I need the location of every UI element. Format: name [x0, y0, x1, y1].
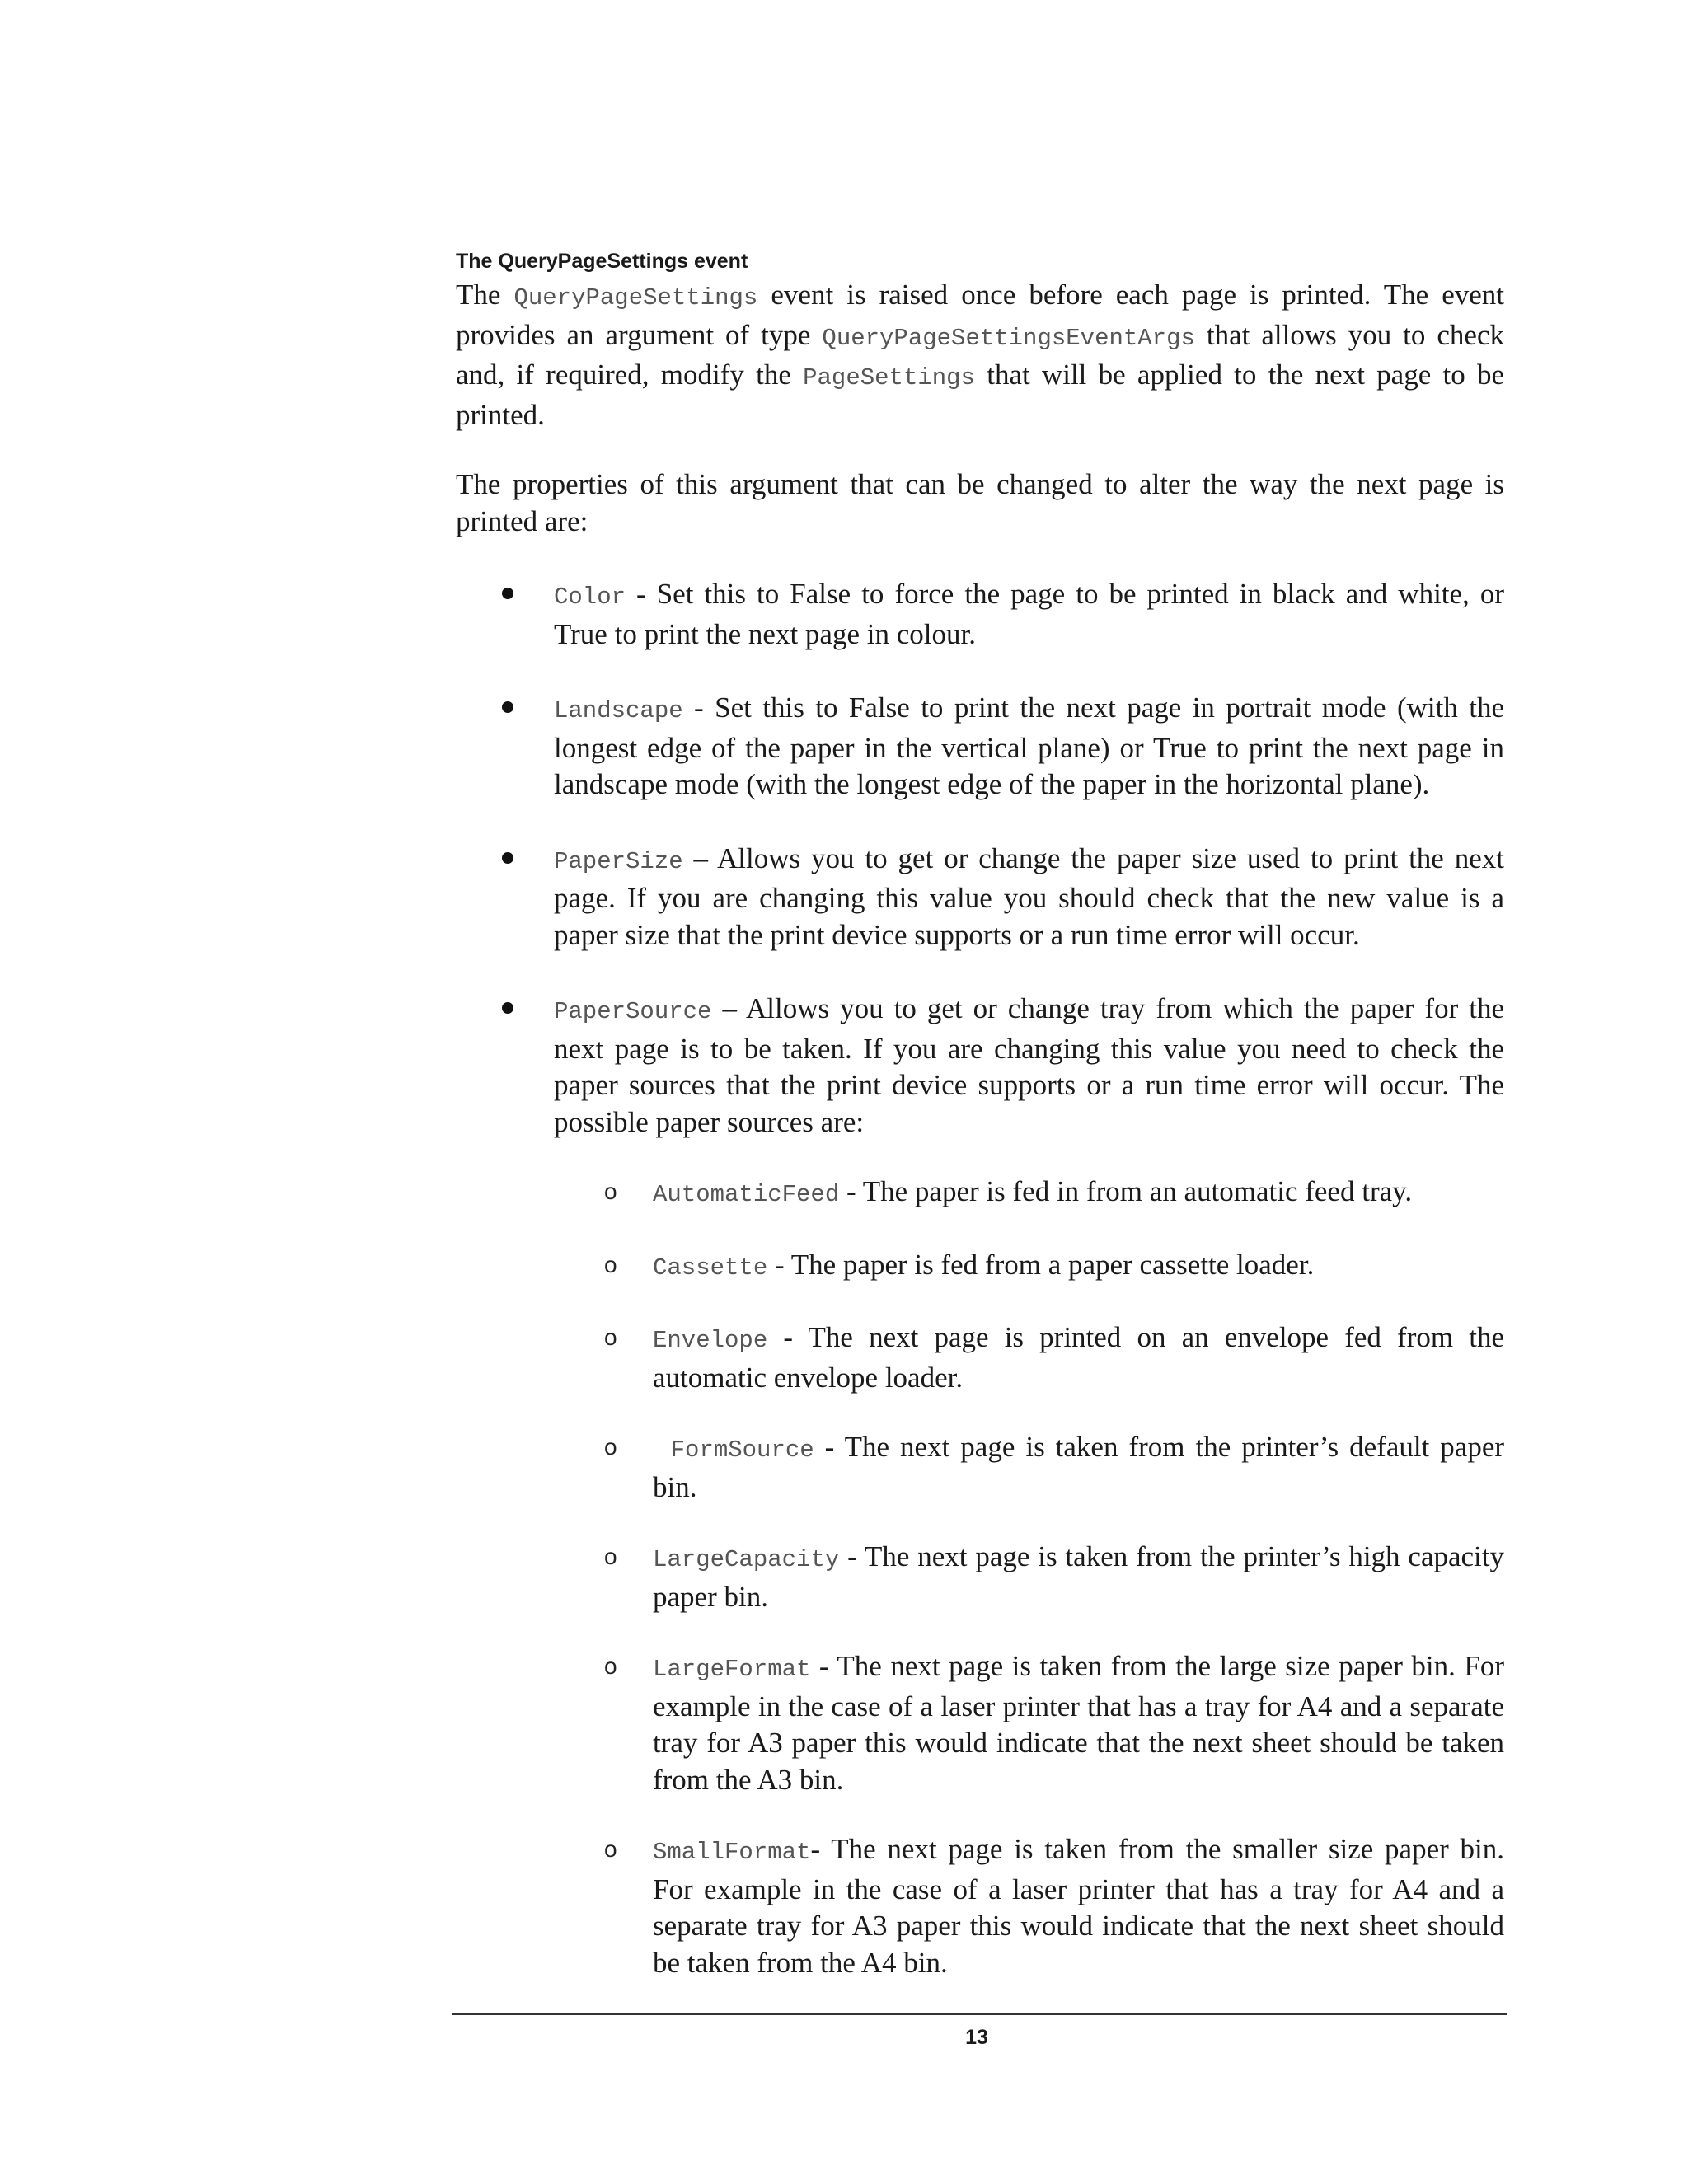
circle-bullet-icon: o	[604, 1653, 617, 1679]
list-item-text	[554, 991, 1504, 1141]
intro-text: event is raised once before each page is printed. The event provides an argument of type	[456, 279, 1504, 351]
intro-text: that will be applied to the next page to be printed.	[456, 359, 1504, 431]
property-description: – Allows you to get or change tray from which the paper for the next page is to be taken. If you are changing this value you need to check the paper sources that the print device supports or a run time error will occur. The possible paper sources are:	[554, 992, 1504, 1138]
sub-list-item	[456, 1831, 1504, 1981]
sub-list-item	[456, 1429, 1504, 1506]
paper-source-description: - The next page is taken from the printer’s high capacity paper bin.	[653, 1540, 1504, 1613]
paper-source-name: SmallFormat	[653, 1839, 811, 1866]
circle-bullet-icon: o	[604, 1434, 617, 1460]
paper-source-description: - The next page is printed on an envelope fed from the automatic envelope loader.	[653, 1321, 1504, 1394]
sub-list-item	[456, 1247, 1504, 1287]
list-item	[456, 690, 1504, 804]
sub-list-item-text	[653, 1174, 1504, 1214]
paper-source-description: - The paper is fed from a paper cassette loader.	[767, 1248, 1315, 1281]
paper-source-name: LargeFormat	[653, 1656, 811, 1683]
circle-bullet-icon: o	[604, 1836, 617, 1862]
code-page-settings: PageSettings	[803, 364, 975, 391]
paper-source-description: - The paper is fed in from an automatic feed tray.	[839, 1175, 1413, 1207]
paper-source-name: Envelope	[653, 1327, 768, 1354]
circle-bullet-icon: o	[604, 1324, 617, 1350]
circle-bullet-icon: o	[604, 1251, 617, 1277]
paper-source-description: - The next page is taken from the large size paper bin. For example in the case of a laser printer that has a tray for A4 and a separate tray for A3 paper this would indicate that the next sheet should be taken from the A3 bin.	[653, 1650, 1504, 1796]
property-name: Color	[554, 583, 626, 611]
sub-list-item	[456, 1648, 1504, 1798]
bullet-icon	[502, 1002, 513, 1014]
code-query-page-settings: QueryPageSettings	[513, 284, 758, 312]
sub-list-item	[456, 1174, 1504, 1214]
circle-bullet-icon: o	[604, 1179, 617, 1204]
sub-list-item	[456, 1319, 1504, 1396]
page-number: 13	[965, 2026, 988, 2049]
property-name: PaperSource	[554, 998, 712, 1025]
sub-list-item-text	[653, 1648, 1504, 1798]
properties-list	[456, 576, 1504, 1981]
list-item	[456, 576, 1504, 653]
properties-intro-paragraph: The properties of this argument that can be changed to alter the way the next page is printed are:	[456, 468, 1504, 537]
paper-source-name: Cassette	[653, 1254, 768, 1282]
section-heading: The QueryPageSettings event	[456, 250, 748, 273]
paper-source-description: - The next page is taken from the smaller size paper bin. For example in the case of a laser printer that has a tray for A4 and a separate tray for A3 paper this would indicate that the next sheet should be taken from the A4 bin.	[653, 1833, 1504, 1979]
property-description: - Set this to False to print the next page in portrait mode (with the longest edge of the paper in the vertical plane) or True to print the next page in landscape mode (with the longest edge of the paper in the horizontal plane).	[554, 691, 1504, 800]
paper-source-description: - The next page is taken from the printer’s default paper bin.	[653, 1431, 1505, 1503]
property-name: Landscape	[554, 697, 683, 724]
bullet-icon	[502, 852, 513, 864]
property-name: PaperSize	[554, 847, 683, 875]
sub-list-item-text	[653, 1539, 1504, 1615]
sub-list-item-text	[653, 1831, 1504, 1981]
sub-list-item	[456, 1539, 1504, 1615]
bullet-icon	[502, 588, 513, 599]
intro-text: The	[456, 279, 514, 311]
intro-text: that allows you to check and, if required, modify the	[456, 318, 1504, 391]
property-description: - Set this to False to force the page to be printed in black and white, or True to print the next page in colour.	[554, 578, 1504, 650]
list-item-text	[554, 576, 1504, 653]
list-item-text	[554, 841, 1504, 954]
list-item	[456, 991, 1504, 1981]
paper-source-name: FormSource	[653, 1436, 814, 1464]
paper-source-name: AutomaticFeed	[653, 1181, 840, 1208]
property-description: – Allows you to get or change the paper size used to print the next page. If you are changing this value you should check that the new value is a paper size that the print device supports or a run time error will occur.	[554, 841, 1504, 951]
sub-list-item-text	[653, 1247, 1504, 1287]
sub-list-item-text	[653, 1429, 1504, 1506]
code-event-args-type: QueryPageSettingsEventArgs	[822, 324, 1195, 352]
paper-sources-list	[456, 1174, 1504, 1981]
footer-divider	[452, 2013, 1507, 2015]
circle-bullet-icon: o	[604, 1544, 617, 1569]
intro-paragraph	[456, 277, 1504, 434]
list-item-text	[554, 690, 1504, 804]
sub-list-item-text	[653, 1319, 1504, 1396]
bullet-icon	[502, 701, 513, 713]
list-item	[456, 841, 1504, 954]
paper-source-name: LargeCapacity	[653, 1546, 840, 1573]
page-content	[456, 247, 1504, 1981]
